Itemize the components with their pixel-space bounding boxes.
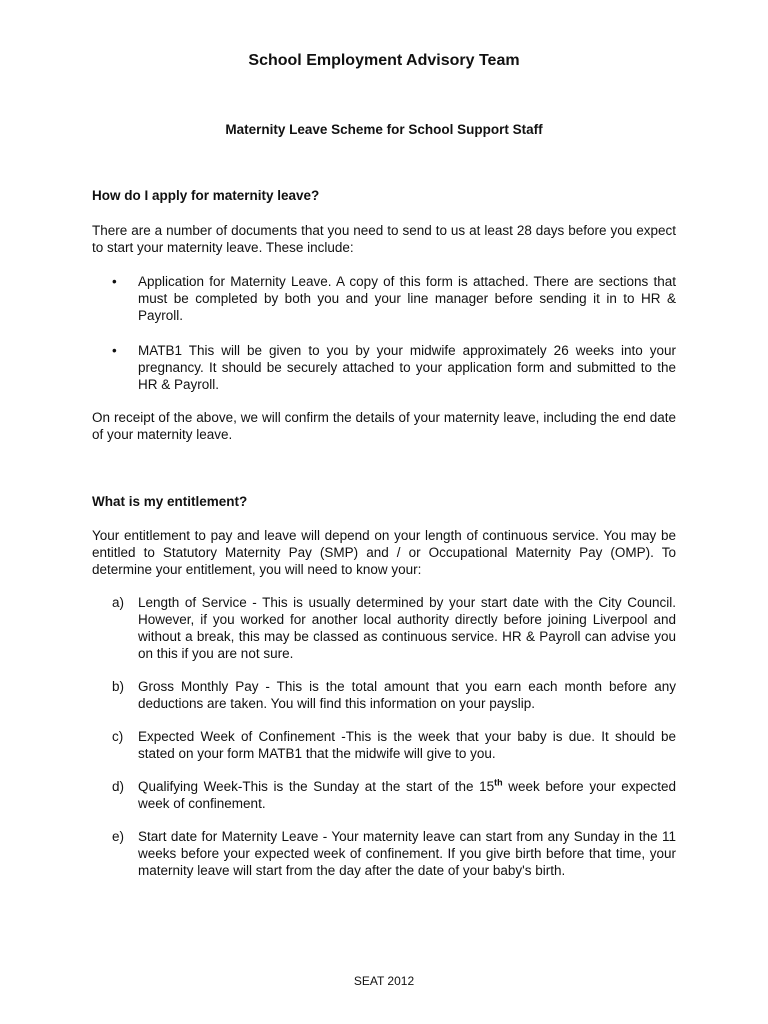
bullet-text: MATB1 This will be given to you by your midwife approximately 26 weeks into your pregnancy. It should be securely attached to your application form and submitted to the HR & Payroll. [138,343,676,392]
list-marker: e) [112,829,125,844]
list-marker: b) [112,679,125,694]
list-item [112,728,676,762]
bullet-icon: • [112,274,117,289]
list-item-text: Expected Week of Confinement -This is the week that your baby is due. It should be stated on your form MATB1 that the midwife will give to you. [138,729,676,761]
list-item-text [138,778,676,812]
list-item-text: Gross Monthly Pay - This is the total amount that you earn each month before any deductions are taken. You will find this information on your payslip. [138,679,676,711]
list-marker: a) [112,595,125,610]
apply-intro-paragraph: There are a number of documents that you need to send to us at least 28 days before you expect to start your maternity leave. These include: [92,223,676,255]
bullet-item [112,273,676,324]
document-title: School Employment Advisory Team [248,52,520,69]
list-marker: c) [112,729,124,744]
ordinal-suffix: th [494,777,503,788]
section-heading-apply: How do I apply for maternity leave? [92,188,320,203]
page-footer: SEAT 2012 [353,974,415,988]
qualifying-week-text-start: Qualifying Week-This is the Sunday at the start of the 15 [138,779,495,794]
document-subtitle: Maternity Leave Scheme for School Support Staff [225,122,543,137]
list-item [112,828,676,879]
list-marker: d) [112,779,125,794]
apply-outro-paragraph: On receipt of the above, we will confirm the details of your maternity leave, including the end date of your maternity leave. [92,410,676,442]
entitlement-intro-paragraph: Your entitlement to pay and leave will depend on your length of continuous service. You may be entitled to Statutory Maternity Pay (SMP) and / or Occupational Maternity Pay (OMP). To determine your entitlement, you will need to know your: [92,528,676,577]
list-item [112,678,676,712]
section-heading-entitlement: What is my entitlement? [92,494,248,509]
list-item-text: Length of Service - This is usually determined by your start date with the City Council. However, if you worked for another local authority directly before joining Liverpool and without a break, this may be classed as continuous service. HR & Payroll can advise you on this if you are not sure. [138,595,676,661]
list-item-text: Start date for Maternity Leave - Your maternity leave can start from any Sunday in the 11 weeks before your expected week of confinement. If you give birth before that time, your maternity leave will start from the day after the date of your baby's birth. [138,829,676,878]
qualifying-week-text-end: week before your expected week of confinement. [138,779,676,811]
bullet-item [112,342,676,393]
list-item [112,778,676,812]
bullet-text: Application for Maternity Leave. A copy of this form is attached. There are sections that must be completed by both you and your line manager before sending it in to HR & Payroll. [138,274,676,323]
bullet-icon: • [112,343,117,358]
list-item [112,594,676,662]
